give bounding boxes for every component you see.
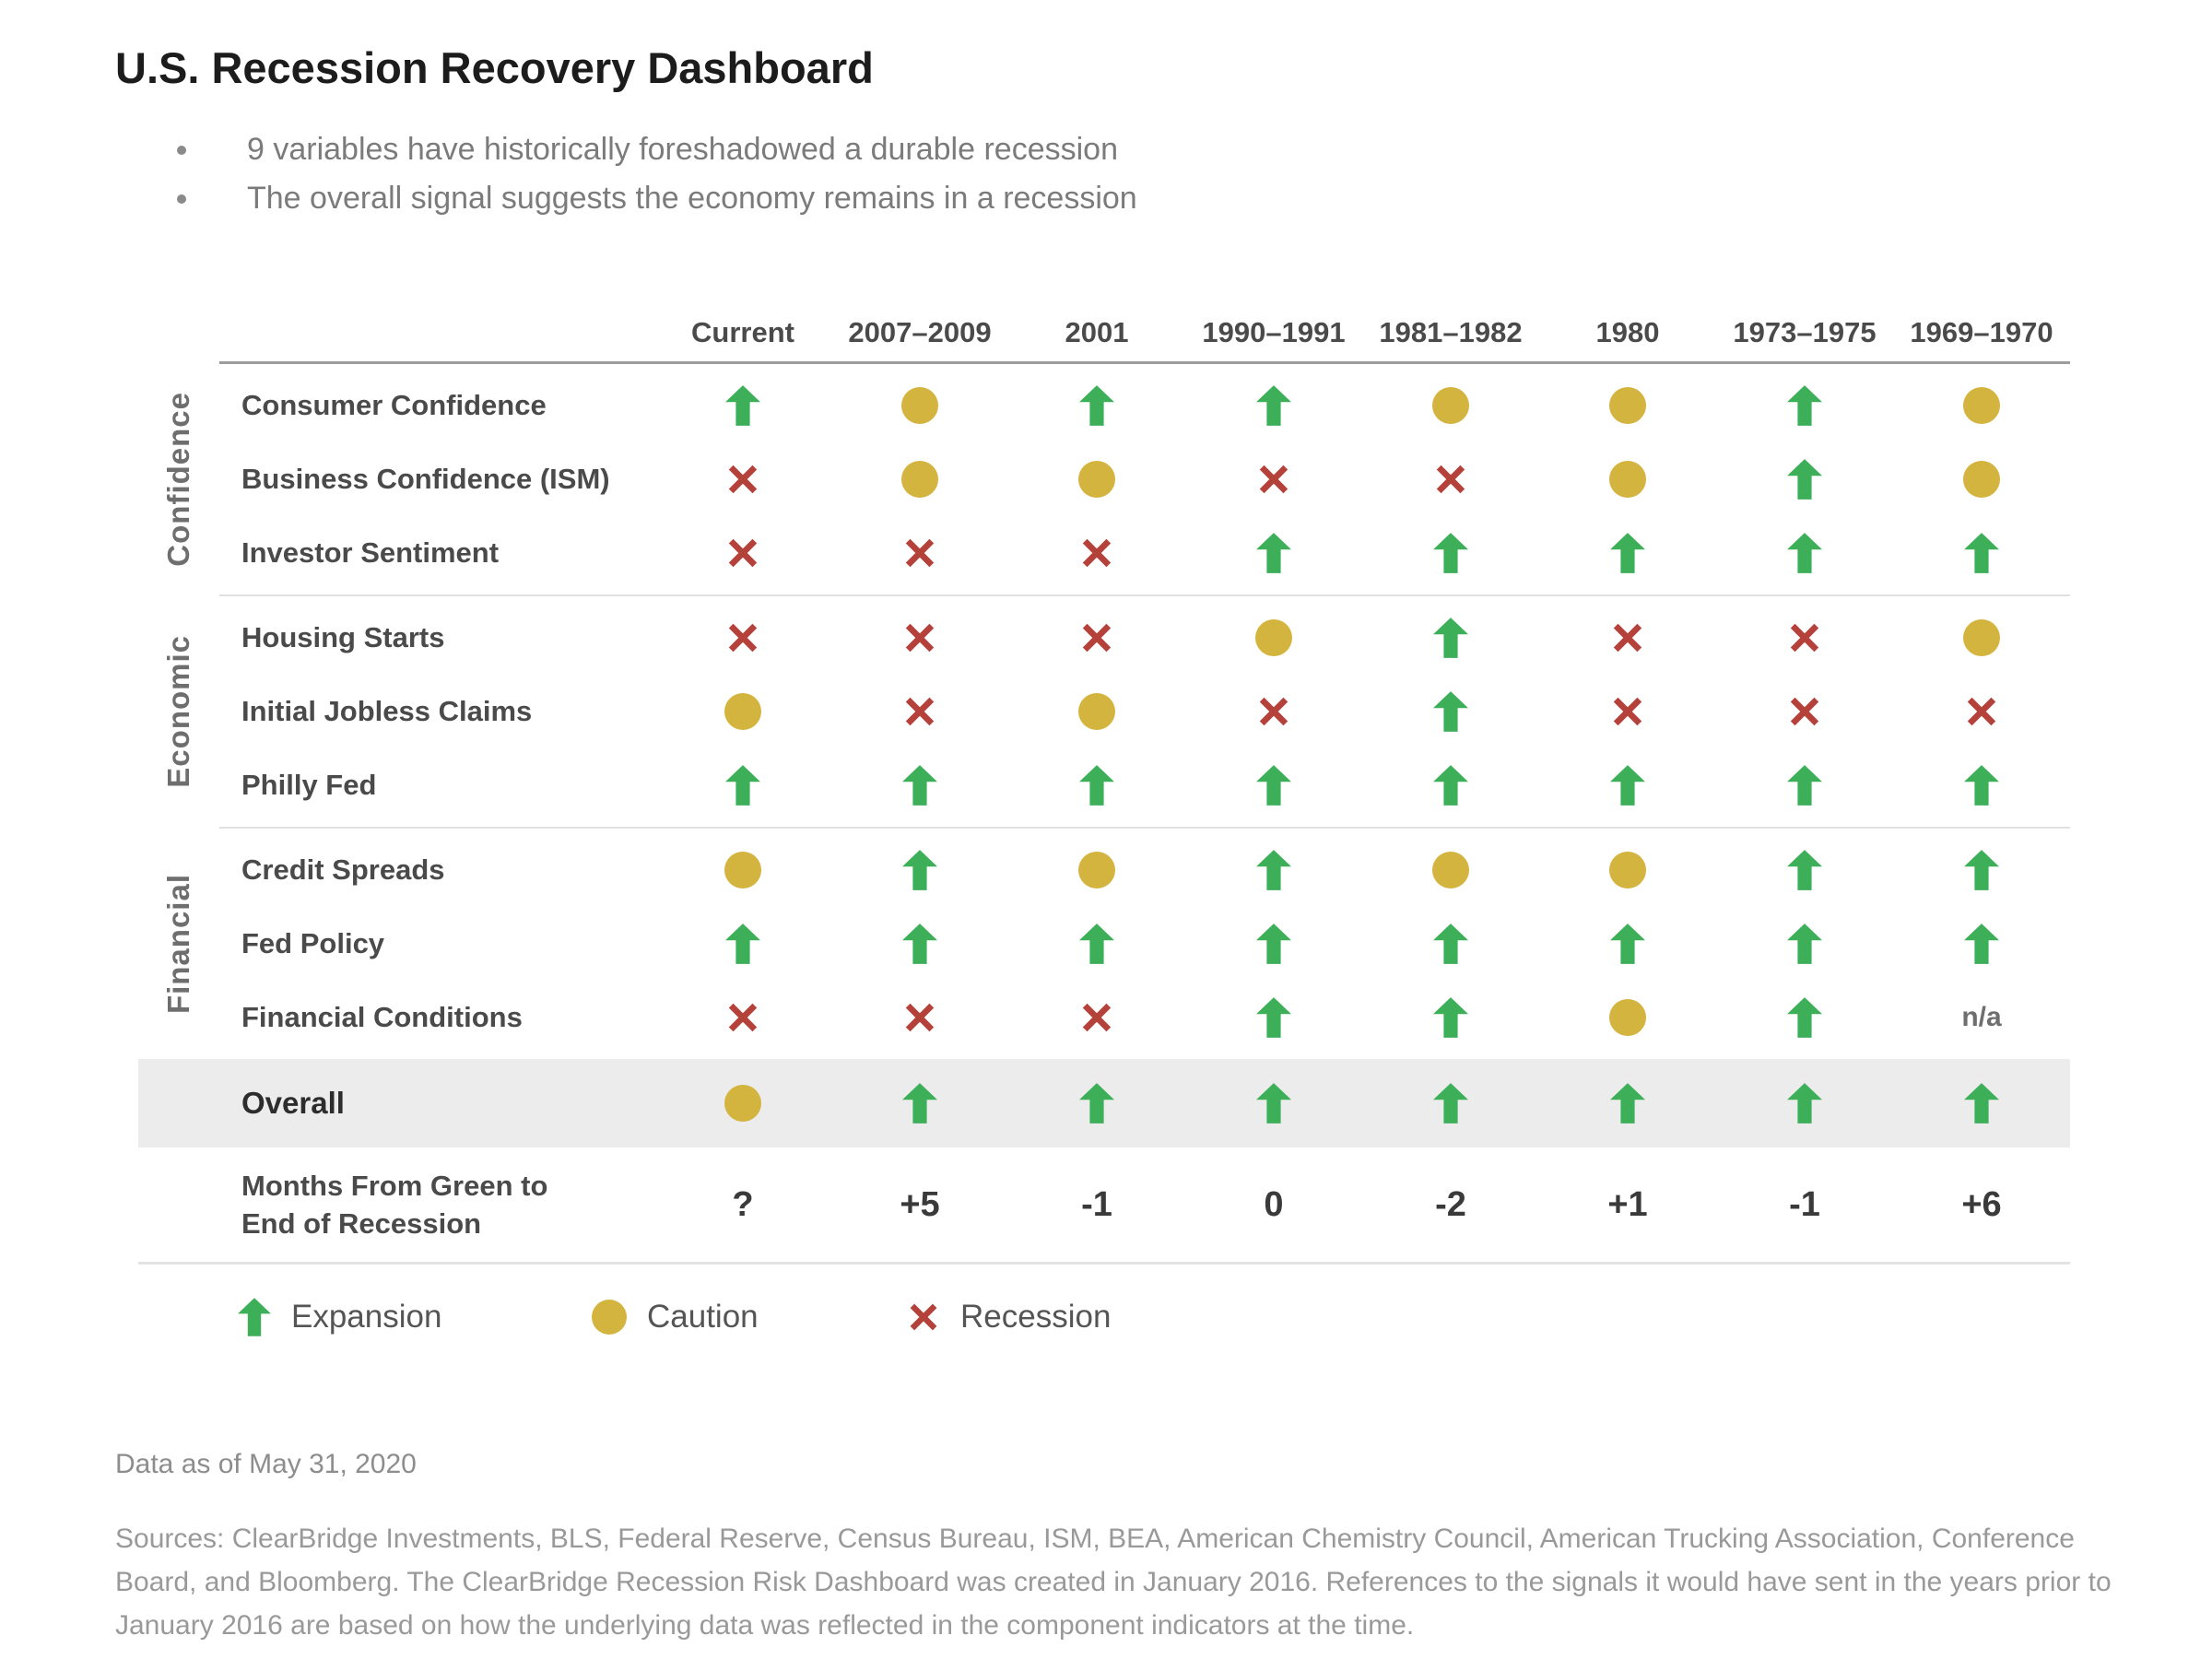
expansion-arrow-icon	[1433, 533, 1468, 573]
signal-cell	[1185, 619, 1362, 656]
signal-cell	[1893, 461, 2070, 498]
recession-x-icon	[1787, 620, 1822, 655]
summary-bullets	[147, 125, 1137, 223]
legend-item-recession	[907, 1299, 1111, 1335]
recession-x-icon	[902, 535, 937, 571]
recession-x-icon	[1256, 694, 1291, 729]
expansion-arrow-icon	[1787, 850, 1822, 890]
expansion-arrow-icon	[1787, 997, 1822, 1038]
signal-cell	[831, 694, 1008, 729]
recession-x-icon	[725, 535, 760, 571]
expansion-arrow-icon	[1610, 924, 1645, 964]
column-header-1980: 1980	[1595, 316, 1660, 348]
signal-cell	[1185, 462, 1362, 497]
caution-circle-icon	[724, 693, 761, 730]
signal-cell	[1539, 924, 1716, 964]
column-header-row	[138, 304, 2070, 361]
signal-cell	[831, 924, 1008, 964]
signal-cell	[1539, 852, 1716, 888]
column-header-2007-2009: 2007–2009	[848, 316, 992, 348]
recession-x-icon	[902, 1000, 937, 1035]
recession-x-icon	[1433, 462, 1468, 497]
indicator-label: Consumer Confidence	[241, 389, 547, 421]
signal-cell	[1539, 765, 1716, 806]
signal-cell	[1893, 694, 2070, 729]
expansion-arrow-icon	[1787, 924, 1822, 964]
signal-cell	[654, 852, 831, 888]
group-label-wrap	[138, 829, 219, 1059]
signal-cell	[654, 462, 831, 497]
expansion-arrow-icon	[902, 924, 937, 964]
indicator-label: Housing Starts	[241, 621, 445, 653]
signal-cell	[1539, 999, 1716, 1036]
caution-circle-icon	[1078, 461, 1115, 498]
expansion-arrow-icon	[1256, 765, 1291, 806]
expansion-arrow-icon	[1787, 1083, 1822, 1124]
signal-cell	[831, 535, 1008, 571]
legend-item-caution	[592, 1299, 907, 1335]
expansion-arrow-icon	[725, 924, 760, 964]
expansion-arrow-icon	[1256, 924, 1291, 964]
expansion-arrow-icon	[1256, 1083, 1291, 1124]
row-philly-fed	[138, 748, 2070, 822]
data-as-of-note: Data as of May 31, 2020	[115, 1449, 417, 1479]
overall-row	[138, 1059, 2070, 1147]
signal-cell	[831, 387, 1008, 424]
table-bottom-divider	[138, 1262, 2070, 1265]
caution-circle-icon	[901, 461, 938, 498]
expansion-arrow-icon	[1079, 765, 1114, 806]
signal-cell	[1185, 850, 1362, 890]
caution-circle-icon	[1255, 619, 1292, 656]
recession-x-icon	[1964, 694, 1999, 729]
signal-cell	[654, 765, 831, 806]
signal-cell	[831, 765, 1008, 806]
signal-cell	[1716, 997, 1893, 1038]
recession-x-icon	[725, 1000, 760, 1035]
signal-cell	[1893, 924, 2070, 964]
caution-circle-icon	[592, 1300, 627, 1335]
legend-label: Caution	[647, 1299, 759, 1335]
expansion-arrow-icon	[1079, 385, 1114, 426]
expansion-arrow-icon	[1079, 924, 1114, 964]
signal-cell	[831, 1083, 1008, 1124]
expansion-arrow-icon	[1787, 765, 1822, 806]
signal-cell	[1539, 1083, 1716, 1124]
months-value: ?	[732, 1184, 754, 1224]
row-business-confidence-ism	[138, 442, 2070, 516]
signal-cell	[654, 924, 831, 964]
signal-cell	[1539, 533, 1716, 573]
indicator-label: Investor Sentiment	[241, 536, 500, 569]
expansion-arrow-icon	[1610, 765, 1645, 806]
signal-cell	[831, 850, 1008, 890]
caution-circle-icon	[1963, 619, 2000, 656]
expansion-arrow-icon	[1610, 533, 1645, 573]
expansion-arrow-icon	[1433, 691, 1468, 732]
expansion-arrow-icon	[1256, 533, 1291, 573]
row-investor-sentiment	[138, 516, 2070, 590]
signal-cell	[1893, 765, 2070, 806]
column-header-2001: 2001	[1065, 316, 1129, 348]
indicator-groups	[138, 364, 2070, 1059]
signal-cell	[1008, 765, 1185, 806]
signal-cell	[1362, 691, 1539, 732]
caution-circle-icon	[1609, 852, 1646, 888]
months-value: +6	[1961, 1184, 2002, 1224]
recession-x-icon	[725, 462, 760, 497]
column-header-1990-1991: 1990–1991	[1202, 316, 1346, 348]
signal-cell	[1716, 1083, 1893, 1124]
caution-circle-icon	[1432, 852, 1469, 888]
expansion-arrow-icon	[1964, 533, 1999, 573]
months-value: -1	[1081, 1184, 1112, 1224]
column-header-current: Current	[691, 316, 794, 348]
bullet-item: The overall signal suggests the economy remains in a recession	[147, 174, 1137, 223]
caution-circle-icon	[1609, 387, 1646, 424]
expansion-arrow-icon	[1964, 924, 1999, 964]
months-value: -2	[1435, 1184, 1466, 1224]
signal-cell	[1008, 385, 1185, 426]
caution-circle-icon	[901, 387, 938, 424]
signal-cell	[1008, 693, 1185, 730]
expansion-arrow-icon	[1433, 618, 1468, 658]
signal-cell	[831, 620, 1008, 655]
group-financial	[138, 829, 2070, 1059]
expansion-arrow-icon	[1787, 533, 1822, 573]
signal-cell	[1539, 461, 1716, 498]
caution-circle-icon	[1432, 387, 1469, 424]
group-label-economic: Economic	[161, 635, 195, 788]
recession-x-icon	[902, 694, 937, 729]
signal-cell	[1008, 924, 1185, 964]
recession-x-icon	[1610, 620, 1645, 655]
bullet-item: 9 variables have historically foreshadowed a durable recession	[147, 125, 1137, 174]
signal-cell	[1008, 1083, 1185, 1124]
caution-circle-icon	[1078, 693, 1115, 730]
signal-cell	[654, 1085, 831, 1122]
recession-x-icon	[1079, 620, 1114, 655]
recession-x-icon	[1079, 535, 1114, 571]
column-header-1981-1982: 1981–1982	[1379, 316, 1523, 348]
signal-cell	[1716, 459, 1893, 500]
group-label-financial: Financial	[161, 873, 195, 1015]
row-fed-policy	[138, 907, 2070, 981]
expansion-arrow-icon	[1433, 1083, 1468, 1124]
expansion-arrow-icon	[1433, 997, 1468, 1038]
expansion-arrow-icon	[1256, 385, 1291, 426]
signal-cell	[1008, 1000, 1185, 1035]
signal-cell	[1893, 1083, 2070, 1124]
row-consumer-confidence	[138, 369, 2070, 442]
signal-cell	[1185, 694, 1362, 729]
signal-cell	[1893, 533, 2070, 573]
group-label-confidence: Confidence	[161, 392, 195, 567]
expansion-arrow-icon	[238, 1298, 271, 1336]
expansion-arrow-icon	[1256, 850, 1291, 890]
legend-label: Recession	[960, 1299, 1112, 1335]
signal-cell	[1008, 620, 1185, 655]
expansion-arrow-icon	[1256, 997, 1291, 1038]
expansion-arrow-icon	[902, 850, 937, 890]
signal-cell	[1716, 533, 1893, 573]
group-economic	[138, 596, 2070, 827]
signal-cell	[654, 693, 831, 730]
months-value: -1	[1789, 1184, 1820, 1224]
months-label: Months From Green to End of Recession	[241, 1170, 548, 1240]
page-title: U.S. Recession Recovery Dashboard	[115, 43, 874, 92]
signal-cell	[1362, 387, 1539, 424]
expansion-arrow-icon	[902, 765, 937, 806]
signal-cell	[654, 385, 831, 426]
group-label-wrap	[138, 596, 219, 827]
signal-cell	[654, 535, 831, 571]
signal-cell	[1893, 850, 2070, 890]
recession-x-icon	[1787, 694, 1822, 729]
months-value: +1	[1607, 1184, 1648, 1224]
recession-x-icon	[725, 620, 760, 655]
caution-circle-icon	[1963, 461, 2000, 498]
expansion-arrow-icon	[1433, 765, 1468, 806]
row-financial-conditions	[138, 981, 2070, 1054]
signal-cell	[654, 620, 831, 655]
signal-cell	[1362, 618, 1539, 658]
indicator-label: Credit Spreads	[241, 853, 445, 886]
signal-cell	[831, 1000, 1008, 1035]
signal-cell	[1362, 997, 1539, 1038]
recession-x-icon	[1079, 1000, 1114, 1035]
caution-circle-icon	[724, 852, 761, 888]
signal-cell	[1893, 619, 2070, 656]
signal-cell	[1185, 924, 1362, 964]
overall-label: Overall	[241, 1086, 345, 1120]
signal-cell	[1539, 620, 1716, 655]
caution-circle-icon	[1078, 852, 1115, 888]
row-credit-spreads	[138, 833, 2070, 907]
row-initial-jobless-claims	[138, 675, 2070, 748]
signal-cell	[1362, 1083, 1539, 1124]
signal-cell	[1716, 385, 1893, 426]
caution-circle-icon	[1609, 999, 1646, 1036]
signal-cell	[654, 1000, 831, 1035]
caution-circle-icon	[1963, 387, 2000, 424]
expansion-arrow-icon	[725, 765, 760, 806]
recession-x-icon	[1256, 462, 1291, 497]
indicator-label: Financial Conditions	[241, 1001, 523, 1033]
legend-label: Expansion	[291, 1299, 442, 1335]
recession-dashboard-table	[138, 304, 2070, 1344]
signal-cell	[1539, 694, 1716, 729]
signal-cell	[1716, 694, 1893, 729]
signal-cell	[1362, 765, 1539, 806]
signal-cell	[831, 461, 1008, 498]
months-value: +5	[900, 1184, 940, 1224]
expansion-arrow-icon	[1964, 850, 1999, 890]
expansion-arrow-icon	[725, 385, 760, 426]
expansion-arrow-icon	[902, 1083, 937, 1124]
column-header-1973-1975: 1973–1975	[1733, 316, 1877, 348]
months-value: 0	[1264, 1184, 1284, 1224]
legend	[138, 1290, 2070, 1344]
signal-cell	[1893, 387, 2070, 424]
indicator-label: Initial Jobless Claims	[241, 695, 533, 727]
signal-cell	[1716, 620, 1893, 655]
signal-cell	[1008, 535, 1185, 571]
signal-cell	[1716, 924, 1893, 964]
indicator-label: Business Confidence (ISM)	[241, 463, 610, 495]
group-label-wrap	[138, 364, 219, 594]
legend-item-expansion	[238, 1298, 592, 1336]
signal-cell	[1893, 1002, 2070, 1033]
signal-cell	[1008, 852, 1185, 888]
expansion-arrow-icon	[1610, 1083, 1645, 1124]
signal-cell	[1362, 852, 1539, 888]
expansion-arrow-icon	[1964, 765, 1999, 806]
expansion-arrow-icon	[1787, 385, 1822, 426]
row-housing-starts	[138, 601, 2070, 675]
expansion-arrow-icon	[1433, 924, 1468, 964]
sources-note: Sources: ClearBridge Investments, BLS, Federal Reserve, Census Bureau, ISM, BEA, American Chemistry Council, American Trucking Association, Conference Board, and Bloomberg. The ClearBridge Recession Risk Dashboard was created in January 2016. References to the signals it would have sent in the years prior to January 2016 are based on how the underlying data was reflected in the component indicators at the time.	[115, 1524, 2112, 1641]
expansion-arrow-icon	[1079, 1083, 1114, 1124]
signal-cell	[1185, 385, 1362, 426]
indicator-label: Fed Policy	[241, 927, 385, 959]
indicator-label: Philly Fed	[241, 769, 377, 801]
signal-cell	[1362, 462, 1539, 497]
expansion-arrow-icon	[1964, 1083, 1999, 1124]
signal-cell	[1008, 461, 1185, 498]
group-confidence	[138, 364, 2070, 594]
signal-cell	[1362, 533, 1539, 573]
signal-cell	[1185, 1083, 1362, 1124]
na-text: n/a	[1961, 1002, 2002, 1032]
signal-cell	[1539, 387, 1716, 424]
recession-x-icon	[902, 620, 937, 655]
signal-cell	[1185, 997, 1362, 1038]
signal-cell	[1185, 765, 1362, 806]
signal-cell	[1716, 850, 1893, 890]
signal-cell	[1716, 765, 1893, 806]
caution-circle-icon	[1609, 461, 1646, 498]
expansion-arrow-icon	[1787, 459, 1822, 500]
months-row	[138, 1147, 2070, 1262]
recession-x-icon	[907, 1300, 940, 1334]
signal-cell	[1185, 533, 1362, 573]
signal-cell	[1362, 924, 1539, 964]
caution-circle-icon	[724, 1085, 761, 1122]
column-header-1969-1970: 1969–1970	[1910, 316, 2053, 348]
recession-x-icon	[1610, 694, 1645, 729]
